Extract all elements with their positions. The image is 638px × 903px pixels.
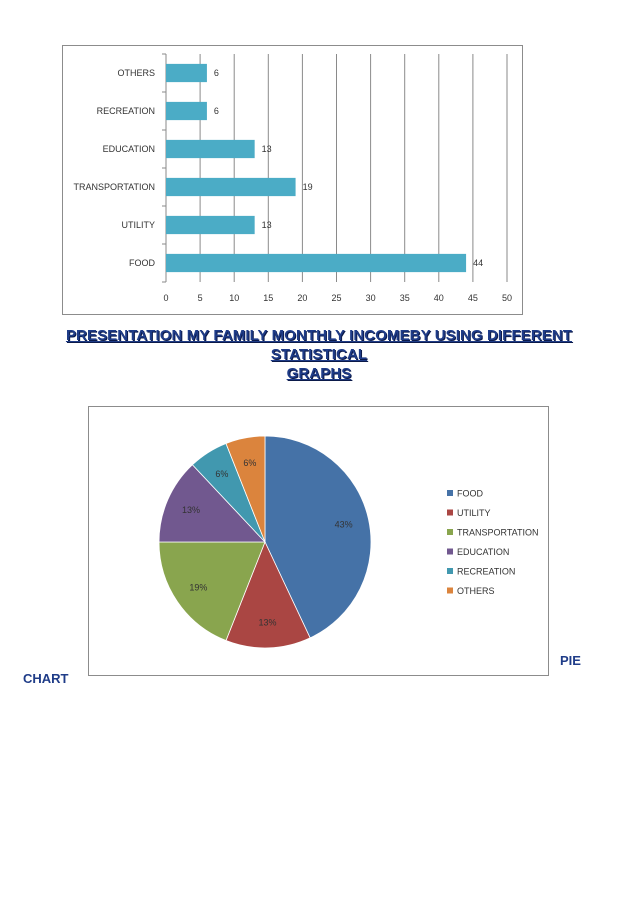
bar: [166, 102, 207, 120]
slice-label: 19%: [189, 582, 208, 593]
x-tick-label: 20: [297, 293, 308, 303]
x-tick-label: 0: [163, 293, 169, 303]
slice-label: 6%: [215, 468, 229, 479]
bar: [166, 178, 296, 196]
bar: [166, 140, 255, 158]
data-label: 13: [261, 220, 272, 230]
x-tick-label: 35: [399, 293, 410, 303]
data-label: 13: [261, 144, 272, 154]
x-tick-label: 25: [331, 293, 342, 303]
x-tick-label: 15: [263, 293, 274, 303]
legend-label: FOOD: [457, 488, 483, 499]
x-tick-label: 50: [501, 293, 513, 303]
category-label: FOOD: [129, 258, 155, 268]
data-label: 6: [213, 106, 219, 116]
heading-line-1: PRESENTATION MY FAMILY MONTHLY INCOMEBY USING DIFFERENT STATISTICAL: [65, 327, 573, 363]
legend-swatch: [447, 568, 453, 574]
caption-pie: PIE: [560, 653, 581, 668]
caption-chart: CHART: [23, 671, 69, 686]
bar: [166, 64, 207, 82]
category-label: OTHERS: [117, 68, 155, 78]
legend-swatch: [447, 510, 453, 516]
legend-label: EDUCATION: [457, 547, 510, 557]
legend-swatch: [447, 490, 453, 496]
bar-chart-frame: [62, 45, 523, 315]
x-tick-label: 5: [197, 293, 203, 303]
slice-label: 43%: [334, 519, 353, 530]
pie-chart: [89, 407, 548, 675]
x-tick-label: 40: [433, 293, 444, 303]
slice-label: 6%: [243, 457, 257, 468]
legend-swatch: [447, 529, 453, 535]
pie-chart-frame: [88, 406, 549, 676]
page-heading: [20, 326, 618, 383]
legend-label: UTILITY: [457, 508, 491, 518]
slice-label: 13%: [182, 505, 201, 516]
legend-swatch: [447, 549, 453, 555]
bar: [166, 216, 255, 234]
bar: [166, 254, 466, 272]
data-label: 6: [213, 68, 219, 78]
category-label: UTILITY: [121, 220, 155, 230]
legend-swatch: [447, 588, 453, 594]
category-label: RECREATION: [96, 106, 155, 116]
data-label: 19: [302, 182, 313, 192]
category-label: TRANSPORTATION: [73, 182, 155, 192]
legend-label: TRANSPORTATION: [457, 527, 539, 538]
bar-chart: [63, 46, 522, 314]
x-tick-label: 30: [365, 293, 376, 303]
category-label: EDUCATION: [102, 144, 155, 154]
data-label: 44: [473, 258, 484, 268]
heading-line-2: GRAPHS: [286, 365, 352, 382]
x-tick-label: 10: [229, 293, 240, 303]
legend-label: RECREATION: [457, 566, 516, 577]
x-tick-label: 45: [467, 293, 478, 303]
slice-label: 13%: [258, 617, 277, 628]
legend-label: OTHERS: [457, 586, 495, 596]
